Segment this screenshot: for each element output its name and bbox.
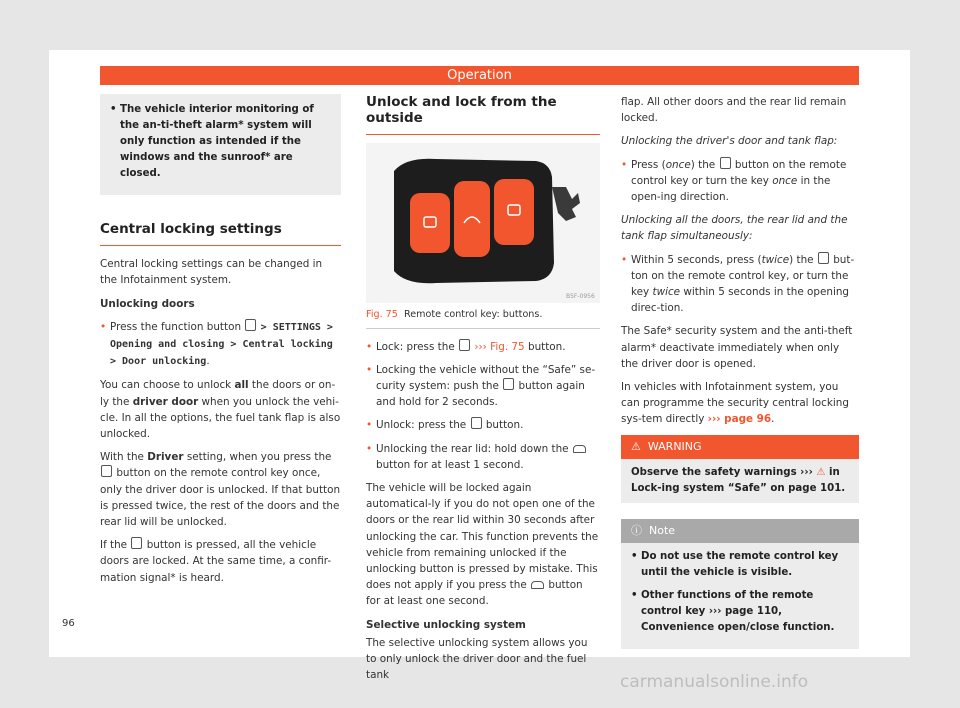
- rear-lid-icon: [531, 581, 544, 589]
- remote-key-illustration: [366, 143, 600, 303]
- watermark: carmanualsonline.info: [620, 672, 809, 692]
- column-3: flap. All other doors and the rear lid remain locked. Unlocking the driver's door and tank flap: • Press (once) the button on the remote control key or turn the key once in the open-ing direction. Unlocking all the doors, the rear lid and the tank flap simultaneously: • Within 5 seconds, press (twice) the but-ton on the remote control key, or turn the key twice within 5 seconds in the opening direc-tion. The Safe* security system and the anti-theft alarm* deactivate immediately when only the driver door is opened. In vehicles with Infotainment system, you can programme the security central locking sys-tem directly ››› page 96. ⚠ WARNING Observe the safety warnings ››› ⚠ in Lock-ing system “Safe” on page 101. ⓘ Note • Do not use the remote control key until the vehicle is visible. • Other functions of the remote control key ››› page 110, Convenience open/close function.: [621, 94, 859, 649]
- trunk-button-shape: [454, 181, 490, 257]
- subheading-selective-unlocking: Selective unlocking system: [366, 618, 526, 631]
- unlock-icon: [720, 157, 731, 169]
- warning-header: ⚠ WARNING: [621, 435, 859, 459]
- info-icon: ⓘ: [631, 523, 642, 537]
- rear-lid-icon: [573, 445, 586, 453]
- page-number: 96: [62, 618, 75, 629]
- figure-code: B5F-0956: [566, 293, 595, 301]
- remote-key-figure: [366, 143, 600, 303]
- lock-button-shape: [410, 193, 450, 253]
- figure-caption: Fig. 75 Remote control key: buttons.: [366, 307, 600, 328]
- note-body: • Do not use the remote control key until the vehicle is visible. • Other functions of the remote control key ››› page 110, Convenience open/close function.: [621, 543, 859, 649]
- unlock-icon: [101, 465, 112, 477]
- subheading-unlocking-doors: Unlocking doors: [100, 297, 195, 310]
- info-box: • The vehicle interior monitoring of the an-ti-theft alarm* system will only function as intended if the windows and the sunroof* are closed.: [100, 94, 341, 195]
- column-2: Unlock and lock from the outside B5F-0956 Fig. 75 Remote control key: buttons. • Lock: press the ››› Fig. 75 button. • Locking the vehicle without the “Safe” se-curity system: push the button again and hold for 2 seconds. • Unlock: press the button. • Unlocking the rear lid: hold down the button for at least 1 second. The vehicle will be locked again automatical-ly if you do not open one of the doors or the rear lid within 30 seconds after unlocking the car. This function prevents the vehicle from remaining unlocked if the unlocking button is pressed by mistake. This does not apply if you press the button for at least one second. Selective unlocking system The selective unlocking system allows you to only unlock the driver door and the fuel tank: [366, 94, 599, 682]
- bullet-dot: •: [110, 104, 117, 115]
- page-link[interactable]: ››› page 96: [707, 413, 772, 426]
- lock-icon: [131, 537, 142, 549]
- unlock-icon: [818, 252, 829, 264]
- lock-icon: [503, 378, 514, 390]
- section-title-unlock-lock: Unlock and lock from the outside: [366, 94, 600, 135]
- warning-icon: ⚠: [631, 439, 641, 453]
- chapter-header: Operation: [100, 66, 859, 85]
- warning-body: Observe the safety warnings ››› ⚠ in Lock-ing system “Safe” on page 101.: [621, 459, 859, 503]
- section-title-central-locking: Central locking settings: [100, 221, 341, 246]
- unlock-button-shape: [494, 179, 534, 245]
- lock-icon: [459, 339, 470, 351]
- column-1: • The vehicle interior monitoring of the an-ti-theft alarm* system will only function as intended if the windows and the sunroof* are closed. Central locking settings Central locking settings can be changed in the Infotainment system. Unlocking doors • Press the function button > SETTINGS > Opening and closing > Central locking > Door unlocking. You can choose to unlock all the doors or on-ly the driver door when you unlock the vehi-cle. In all the options, the fuel tank flap is also unlocked. With the Driver setting, when you press the button on the remote control key once, only the driver door is unlocked. If that button is pressed twice, the rest of the doors and the rear lid will be unlocked. If the button is pressed, all the vehicle doors are locked. At the same time, a confir-mation signal* is heard.: [100, 94, 341, 593]
- warning-icon: ⚠: [816, 466, 826, 478]
- note-header: ⓘ Note: [621, 519, 859, 543]
- car-settings-icon: [245, 319, 256, 331]
- unlock-icon: [471, 417, 482, 429]
